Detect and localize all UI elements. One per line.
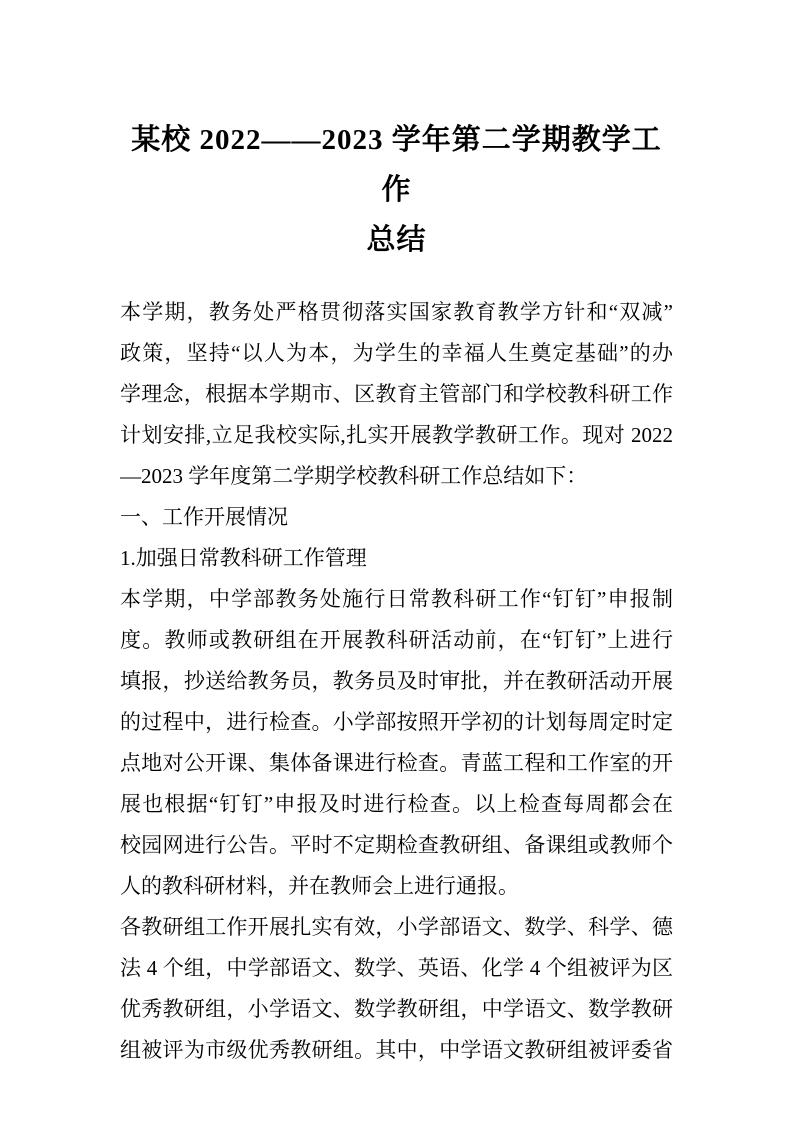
body-line: 填报，抄送给教务员，教务员及时审批，并在教研活动开展 <box>120 669 673 693</box>
body-line: 政策，坚持“以人为本，为学生的幸福人生奠定基础”的办 <box>120 341 673 365</box>
body-line: 点地对公开课、集体备课进行检查。青蓝工程和工作室的开 <box>120 751 673 775</box>
body-line: 组被评为市级优秀教研组。其中，中学语文教研组被评委省 <box>120 1038 673 1062</box>
document-title <box>120 115 673 265</box>
body-line: 各教研组工作开展扎实有效，小学部语文、数学、科学、德 <box>120 915 673 939</box>
body-line: 展也根据“钉钉”申报及时进行检查。以上检查每周都会在 <box>120 792 673 816</box>
section-heading: 一、工作开展情况 <box>120 505 288 529</box>
text-column <box>120 0 673 1071</box>
body-line: 度。教师或教研组在开展教科研活动前，在“钉钉”上进行 <box>120 628 673 652</box>
body-line: —2023 学年度第二学期学校教科研工作总结如下： <box>120 464 588 488</box>
body-line: 本学期，中学部教务处施行日常教科研工作“钉钉”申报制 <box>120 587 673 611</box>
body-line: 人的教科研材料，并在教师会上进行通报。 <box>120 874 519 898</box>
body-line: 本学期，教务处严格贯彻落实国家教育教学方针和“双减” <box>120 300 673 324</box>
body-line: 优秀教研组，小学语文、数学教研组，中学语文、数学教研 <box>120 997 673 1021</box>
body-line: 计划安排,立足我校实际,扎实开展教学教研工作。现对 2022 <box>120 423 673 447</box>
sub-heading: 1.加强日常教科研工作管理 <box>120 546 367 570</box>
document-body <box>120 292 673 1071</box>
body-line: 学理念，根据本学期市、区教育主管部门和学校教科研工作 <box>120 382 673 406</box>
title-line: 某校 2022——2023 学年第二学期教学工作 <box>131 124 662 206</box>
title-line: 总结 <box>366 224 427 256</box>
body-line: 法 4 个组，中学部语文、数学、英语、化学 4 个组被评为区 <box>120 956 673 980</box>
body-line: 的过程中，进行检查。小学部按照开学初的计划每周定时定 <box>120 710 673 734</box>
body-line: 校园网进行公告。平时不定期检查教研组、备课组或教师个 <box>120 833 673 857</box>
